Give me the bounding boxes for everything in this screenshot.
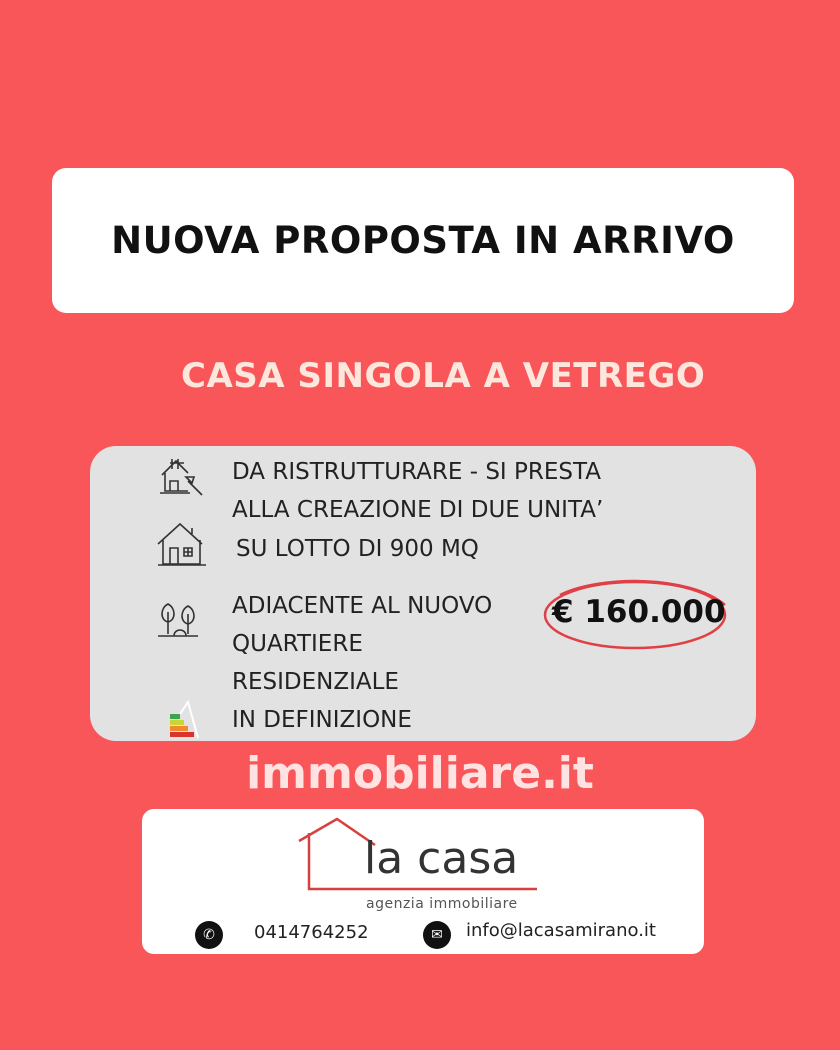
detail-line: ALLA CREAZIONE DI DUE UNITA’: [232, 497, 604, 523]
agency-footer: [142, 809, 704, 954]
energy-class-icon: [168, 700, 202, 740]
subtitle: CASA SINGOLA A VETREGO: [181, 356, 706, 396]
watermark: immobiliare.it: [246, 748, 594, 799]
detail-line: IN DEFINIZIONE: [232, 707, 412, 733]
detail-line: RESIDENZIALE: [232, 669, 399, 695]
detail-line: ADIACENTE AL NUOVO: [232, 593, 493, 619]
email-icon: ✉: [423, 921, 451, 949]
house-icon: [156, 520, 208, 568]
headline-banner: [52, 168, 794, 313]
detail-line: SU LOTTO DI 900 MQ: [236, 536, 479, 562]
headline: NUOVA PROPOSTA IN ARRIVO: [111, 219, 735, 262]
agency-tagline: agenzia immobiliare: [366, 896, 518, 912]
email-address[interactable]: info@lacasamirano.it: [466, 920, 656, 941]
agency-logo: la casa: [364, 833, 519, 884]
price-tag: [540, 575, 730, 653]
renovation-icon: [158, 455, 206, 499]
phone-icon: ✆: [195, 921, 223, 949]
price: € 160.000: [552, 594, 726, 630]
detail-line: QUARTIERE: [232, 631, 363, 657]
phone-number[interactable]: 0414764252: [254, 922, 369, 943]
trees-icon: [156, 600, 200, 640]
detail-line: DA RISTRUTTURARE - SI PRESTA: [232, 459, 601, 485]
